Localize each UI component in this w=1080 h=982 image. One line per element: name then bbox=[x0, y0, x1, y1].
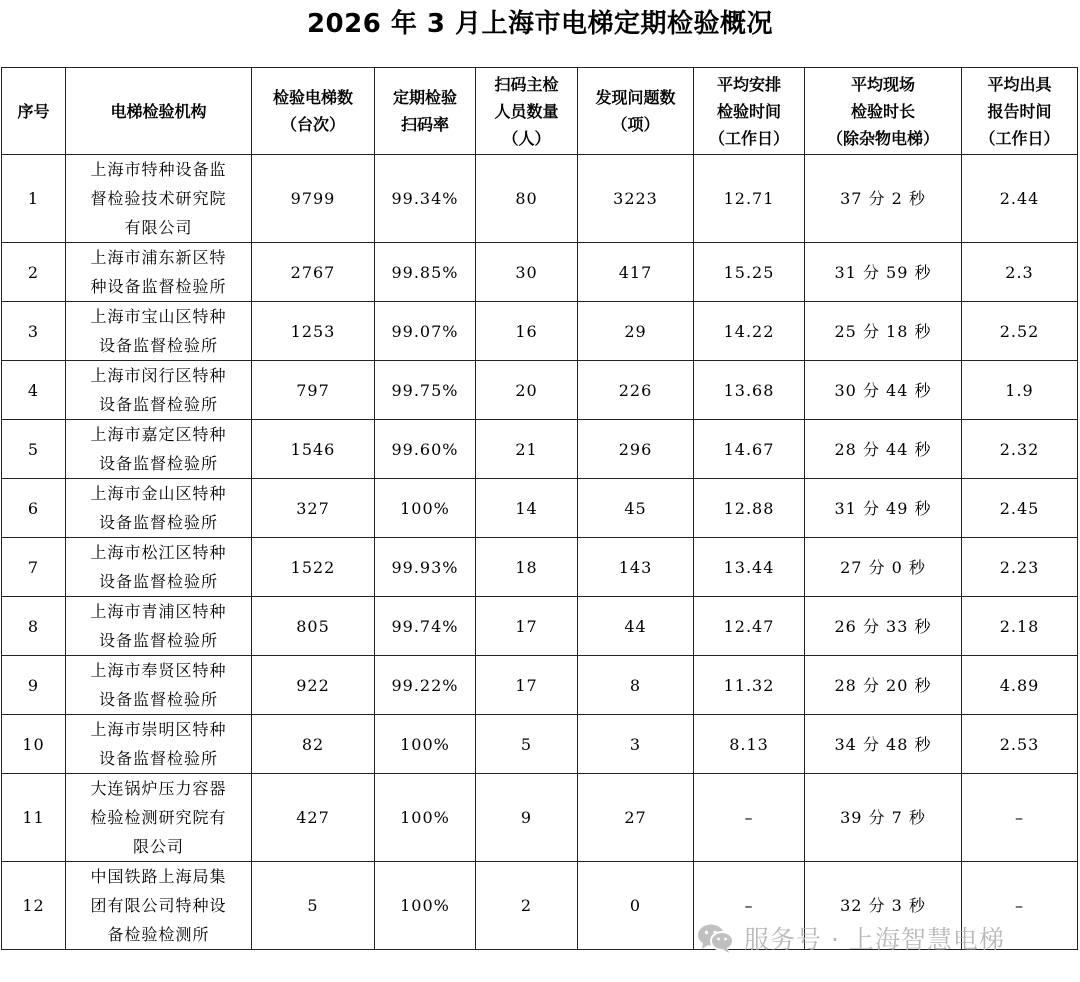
issue-count: 0 bbox=[578, 862, 694, 950]
report-days: – bbox=[962, 862, 1078, 950]
elevator-count: 922 bbox=[252, 656, 375, 715]
schedule-days: 13.68 bbox=[694, 361, 805, 420]
report-days: 2.52 bbox=[962, 302, 1078, 361]
issue-count: 3 bbox=[578, 715, 694, 774]
report-days: 2.23 bbox=[962, 538, 1078, 597]
schedule-days: 15.25 bbox=[694, 243, 805, 302]
schedule-days: 8.13 bbox=[694, 715, 805, 774]
row-number: 10 bbox=[2, 715, 66, 774]
table-header-row bbox=[2, 68, 1078, 155]
table-row bbox=[2, 420, 1078, 479]
elevator-count: 1522 bbox=[252, 538, 375, 597]
issue-count: 44 bbox=[578, 597, 694, 656]
schedule-days: 11.32 bbox=[694, 656, 805, 715]
issue-count: 417 bbox=[578, 243, 694, 302]
header-col-onsite: 平均现场 检验时长 （除杂物电梯） bbox=[805, 68, 962, 155]
report-days: 2.3 bbox=[962, 243, 1078, 302]
table-row bbox=[2, 155, 1078, 243]
schedule-days: – bbox=[694, 774, 805, 862]
row-number: 3 bbox=[2, 302, 66, 361]
row-number: 7 bbox=[2, 538, 66, 597]
issue-count: 226 bbox=[578, 361, 694, 420]
org-name: 上海市金山区特种 设备监督检验所 bbox=[66, 479, 252, 538]
onsite-duration: 32 分 3 秒 bbox=[805, 862, 962, 950]
inspector-count: 9 bbox=[476, 774, 578, 862]
schedule-days: 14.22 bbox=[694, 302, 805, 361]
scan-rate: 99.93% bbox=[375, 538, 476, 597]
wechat-icon bbox=[696, 922, 736, 954]
row-number: 12 bbox=[2, 862, 66, 950]
scan-rate: 100% bbox=[375, 479, 476, 538]
scan-rate: 99.34% bbox=[375, 155, 476, 243]
issue-count: 29 bbox=[578, 302, 694, 361]
header-col-inspectors: 扫码主检 人员数量 （人） bbox=[476, 68, 578, 155]
scan-rate: 99.07% bbox=[375, 302, 476, 361]
org-name: 中国铁路上海局集 团有限公司特种设 备检验检测所 bbox=[66, 862, 252, 950]
elevator-count: 5 bbox=[252, 862, 375, 950]
elevator-count: 82 bbox=[252, 715, 375, 774]
table-row bbox=[2, 243, 1078, 302]
inspector-count: 17 bbox=[476, 656, 578, 715]
org-name: 上海市青浦区特种 设备监督检验所 bbox=[66, 597, 252, 656]
row-number: 6 bbox=[2, 479, 66, 538]
page-title: 2026 年 3 月上海市电梯定期检验概况 bbox=[306, 9, 774, 39]
report-days: 2.32 bbox=[962, 420, 1078, 479]
report-days: 1.9 bbox=[962, 361, 1078, 420]
org-name: 上海市闵行区特种 设备监督检验所 bbox=[66, 361, 252, 420]
org-name: 大连锅炉压力容器 检验检测研究院有 限公司 bbox=[66, 774, 252, 862]
inspector-count: 80 bbox=[476, 155, 578, 243]
onsite-duration: 31 分 59 秒 bbox=[805, 243, 962, 302]
onsite-duration: 26 分 33 秒 bbox=[805, 597, 962, 656]
scan-rate: 100% bbox=[375, 862, 476, 950]
inspection-table bbox=[1, 67, 1078, 950]
row-number: 11 bbox=[2, 774, 66, 862]
header-col-report: 平均出具 报告时间 （工作日） bbox=[962, 68, 1078, 155]
onsite-duration: 31 分 49 秒 bbox=[805, 479, 962, 538]
onsite-duration: 39 分 7 秒 bbox=[805, 774, 962, 862]
row-number: 5 bbox=[2, 420, 66, 479]
elevator-count: 327 bbox=[252, 479, 375, 538]
schedule-days: 14.67 bbox=[694, 420, 805, 479]
table-row bbox=[2, 715, 1078, 774]
inspector-count: 20 bbox=[476, 361, 578, 420]
row-number: 8 bbox=[2, 597, 66, 656]
onsite-duration: 37 分 2 秒 bbox=[805, 155, 962, 243]
table-row bbox=[2, 361, 1078, 420]
schedule-days: – bbox=[694, 862, 805, 950]
table-row bbox=[2, 302, 1078, 361]
issue-count: 45 bbox=[578, 479, 694, 538]
row-number: 2 bbox=[2, 243, 66, 302]
scan-rate: 99.75% bbox=[375, 361, 476, 420]
org-name: 上海市奉贤区特种 设备监督检验所 bbox=[66, 656, 252, 715]
scan-rate: 99.22% bbox=[375, 656, 476, 715]
onsite-duration: 27 分 0 秒 bbox=[805, 538, 962, 597]
elevator-count: 805 bbox=[252, 597, 375, 656]
header-col-org: 电梯检验机构 bbox=[66, 68, 252, 155]
onsite-duration: 25 分 18 秒 bbox=[805, 302, 962, 361]
report-days: 2.45 bbox=[962, 479, 1078, 538]
inspector-count: 14 bbox=[476, 479, 578, 538]
watermark-text: 服务号 · 上海智慧电梯 bbox=[744, 925, 1005, 954]
report-days: 2.53 bbox=[962, 715, 1078, 774]
onsite-duration: 28 分 20 秒 bbox=[805, 656, 962, 715]
report-days: 2.44 bbox=[962, 155, 1078, 243]
issue-count: 8 bbox=[578, 656, 694, 715]
scan-rate: 99.74% bbox=[375, 597, 476, 656]
scan-rate: 99.85% bbox=[375, 243, 476, 302]
schedule-days: 12.47 bbox=[694, 597, 805, 656]
inspector-count: 16 bbox=[476, 302, 578, 361]
inspector-count: 5 bbox=[476, 715, 578, 774]
table-row bbox=[2, 774, 1078, 862]
inspector-count: 30 bbox=[476, 243, 578, 302]
org-name: 上海市嘉定区特种 设备监督检验所 bbox=[66, 420, 252, 479]
table-row bbox=[2, 538, 1078, 597]
issue-count: 27 bbox=[578, 774, 694, 862]
scan-rate: 99.60% bbox=[375, 420, 476, 479]
report-days: 2.18 bbox=[962, 597, 1078, 656]
row-number: 9 bbox=[2, 656, 66, 715]
report-days: 4.89 bbox=[962, 656, 1078, 715]
onsite-duration: 30 分 44 秒 bbox=[805, 361, 962, 420]
header-col-count: 检验电梯数 （台次） bbox=[252, 68, 375, 155]
issue-count: 3223 bbox=[578, 155, 694, 243]
onsite-duration: 34 分 48 秒 bbox=[805, 715, 962, 774]
org-name: 上海市松江区特种 设备监督检验所 bbox=[66, 538, 252, 597]
onsite-duration: 28 分 44 秒 bbox=[805, 420, 962, 479]
header-col-scan-rate: 定期检验 扫码率 bbox=[375, 68, 476, 155]
row-number: 4 bbox=[2, 361, 66, 420]
org-name: 上海市崇明区特种 设备监督检验所 bbox=[66, 715, 252, 774]
inspector-count: 2 bbox=[476, 862, 578, 950]
issue-count: 296 bbox=[578, 420, 694, 479]
table-row bbox=[2, 597, 1078, 656]
header-col-issues: 发现问题数 （项） bbox=[578, 68, 694, 155]
header-col-schedule: 平均安排 检验时间 （工作日） bbox=[694, 68, 805, 155]
inspector-count: 21 bbox=[476, 420, 578, 479]
scan-rate: 100% bbox=[375, 715, 476, 774]
inspector-count: 17 bbox=[476, 597, 578, 656]
issue-count: 143 bbox=[578, 538, 694, 597]
inspector-count: 18 bbox=[476, 538, 578, 597]
table-row bbox=[2, 656, 1078, 715]
elevator-count: 1253 bbox=[252, 302, 375, 361]
elevator-count: 2767 bbox=[252, 243, 375, 302]
org-name: 上海市特种设备监 督检验技术研究院 有限公司 bbox=[66, 155, 252, 243]
org-name: 上海市宝山区特种 设备监督检验所 bbox=[66, 302, 252, 361]
table-row bbox=[2, 479, 1078, 538]
elevator-count: 797 bbox=[252, 361, 375, 420]
scan-rate: 100% bbox=[375, 774, 476, 862]
table-body bbox=[2, 155, 1078, 950]
watermark bbox=[696, 916, 1066, 960]
elevator-count: 427 bbox=[252, 774, 375, 862]
schedule-days: 12.88 bbox=[694, 479, 805, 538]
elevator-count: 9799 bbox=[252, 155, 375, 243]
elevator-count: 1546 bbox=[252, 420, 375, 479]
row-number: 1 bbox=[2, 155, 66, 243]
header-col-no: 序号 bbox=[2, 68, 66, 155]
org-name: 上海市浦东新区特 种设备监督检验所 bbox=[66, 243, 252, 302]
schedule-days: 12.71 bbox=[694, 155, 805, 243]
report-days: – bbox=[962, 774, 1078, 862]
schedule-days: 13.44 bbox=[694, 538, 805, 597]
